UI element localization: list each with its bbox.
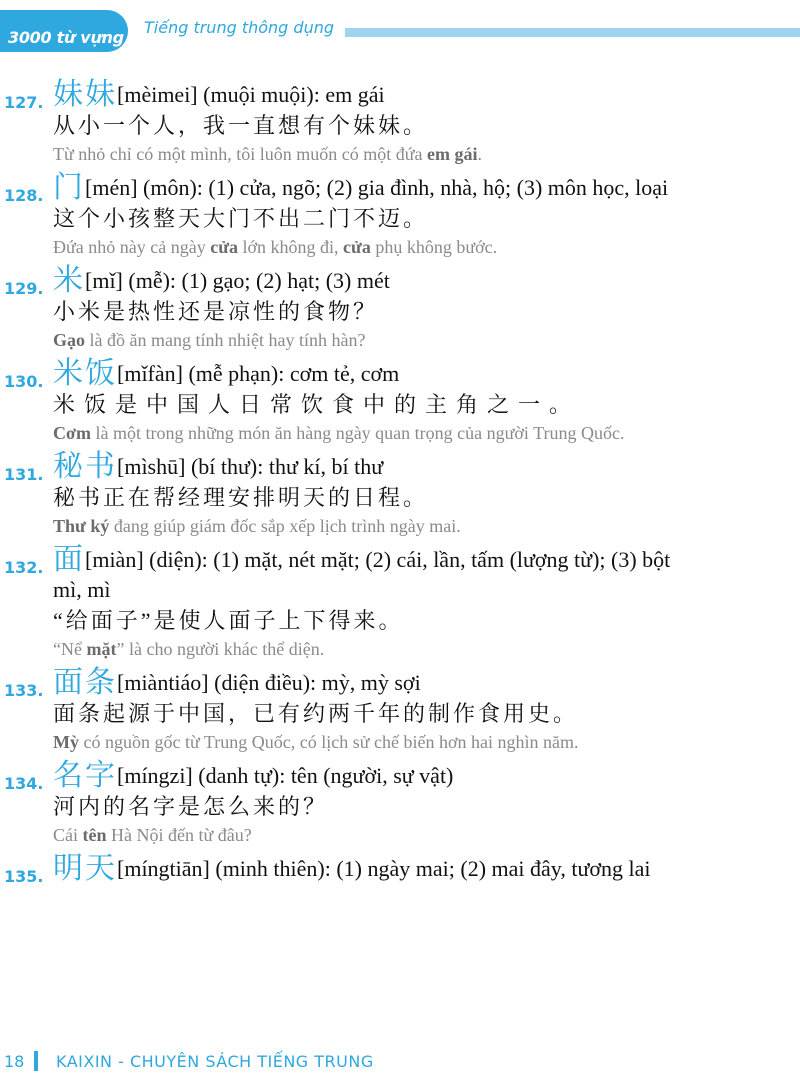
- translation-text: .: [477, 144, 482, 164]
- entry-definition: [miàntiáo] (diện điều): mỳ, mỳ sợi: [117, 670, 421, 695]
- vocab-entry-132: [0, 545, 800, 662]
- translation-keyword: Cơm: [53, 423, 91, 443]
- footer-publisher: KAIXIN - CHUYÊN SÁCH TIẾNG TRUNG: [56, 1052, 374, 1071]
- translation-keyword: Thư ký: [53, 516, 110, 536]
- entry-translation: [53, 328, 673, 353]
- entry-example: 米饭是中国人日常饮食中的主角之一。: [53, 392, 581, 417]
- vocab-entry-128: [0, 173, 800, 260]
- entry-hanzi: 面: [53, 543, 85, 576]
- entry-hanzi: 米: [53, 264, 85, 297]
- translation-text: là một trong những món ăn hàng ngày quan trọng của người Trung Quốc.: [90, 423, 625, 443]
- entry-number: 130.: [4, 372, 44, 391]
- translation-text: Đứa nhỏ này cả ngày: [53, 237, 211, 257]
- page-footer: [0, 1048, 800, 1073]
- entry-translation: [53, 637, 673, 662]
- series-badge-text: 3000 từ vựng: [8, 28, 124, 47]
- translation-text: phụ không bước.: [370, 237, 498, 257]
- vocab-entry-134: [0, 761, 800, 848]
- translation-keyword: cửa: [343, 237, 371, 257]
- entry-hanzi: 门: [53, 171, 85, 204]
- entry-example: 秘书正在帮经理安排明天的日程。: [53, 485, 429, 510]
- entry-translation: [53, 730, 673, 755]
- entry-example: 从小一个人，我一直想有个妹妹。: [53, 113, 429, 138]
- entry-definition: [mìshū] (bí thư): thư kí, bí thư: [117, 454, 384, 479]
- footer-divider: [34, 1051, 38, 1071]
- entry-number: 129.: [4, 279, 44, 298]
- entry-example: 这个小孩整天大门不出二门不迈。: [53, 206, 429, 231]
- entry-hanzi: 妹妹: [53, 78, 117, 111]
- entry-translation: [53, 421, 673, 446]
- vocab-entry-133: [0, 668, 800, 755]
- entry-translation: [53, 514, 673, 539]
- entry-headword: [53, 80, 673, 110]
- translation-text: đang giúp giám đốc sắp xếp lịch trình ngày mai.: [109, 516, 461, 536]
- vocab-entry-129: [0, 266, 800, 353]
- entry-definition: [mǐfàn] (mễ phạn): cơm tẻ, cơm: [117, 361, 400, 386]
- translation-text: có nguồn gốc từ Trung Quốc, có lịch sử chế biến hơn hai nghìn năm.: [79, 732, 579, 752]
- entry-number: 131.: [4, 465, 44, 484]
- entry-definition: [miàn] (diện): (1) mặt, nét mặt; (2) cái, lần, tấm (lượng từ); (3) bột mì, mì: [53, 547, 671, 602]
- vocab-entry-130: [0, 359, 800, 446]
- entry-headword: [53, 545, 673, 605]
- entry-headword: [53, 266, 673, 296]
- entry-definition: [mèimei] (muội muội): em gái: [117, 82, 385, 107]
- entry-number: 127.: [4, 93, 44, 112]
- entry-definition: [mǐ] (mễ): (1) gạo; (2) hạt; (3) mét: [85, 268, 390, 293]
- entry-example: 小米是热性还是凉性的食物？: [53, 299, 379, 324]
- header-rule: [345, 28, 800, 37]
- translation-keyword: Mỳ: [53, 732, 79, 752]
- entry-number: 135.: [4, 867, 44, 886]
- header-subtitle: Tiếng trung thông dụng: [144, 18, 334, 37]
- entry-example: “给面子”是使人面子上下得来。: [53, 608, 404, 633]
- translation-text: Hà Nội đến từ đâu?: [106, 825, 252, 845]
- translation-text: Cái: [53, 825, 83, 845]
- vocab-entry-131: [0, 452, 800, 539]
- entry-hanzi: 名字: [53, 759, 117, 792]
- entry-number: 134.: [4, 774, 44, 793]
- entry-headword: [53, 359, 673, 389]
- translation-text: ” là cho người khác thể diện.: [116, 639, 325, 659]
- entry-hanzi: 明天: [53, 852, 117, 885]
- entry-headword: [53, 452, 673, 482]
- entry-headword: [53, 173, 673, 203]
- translation-text: lớn không đi,: [238, 237, 344, 257]
- entry-number: 133.: [4, 681, 44, 700]
- entry-headword: [53, 854, 673, 884]
- vocabulary-list: [0, 80, 800, 890]
- entry-hanzi: 秘书: [53, 450, 117, 483]
- translation-text: Từ nhỏ chỉ có một mình, tôi luôn muốn có một đứa: [53, 144, 427, 164]
- vocab-entry-127: [0, 80, 800, 167]
- translation-keyword: em gái: [426, 144, 478, 164]
- vocab-entry-135: [0, 854, 800, 884]
- entry-hanzi: 米饭: [53, 357, 117, 390]
- entry-example: 河内的名字是怎么来的？: [53, 794, 329, 819]
- series-badge: [0, 10, 128, 52]
- entry-example: 面条起源于中国，已有约两千年的制作食用史。: [53, 701, 579, 726]
- entry-translation: [53, 823, 673, 848]
- translation-keyword: mặt: [86, 639, 117, 659]
- page-number: 18: [4, 1052, 25, 1071]
- entry-headword: [53, 761, 673, 791]
- translation-text: “Nể: [53, 639, 87, 659]
- translation-keyword: cửa: [210, 237, 238, 257]
- entry-hanzi: 面条: [53, 666, 117, 699]
- entry-definition: [mén] (môn): (1) cửa, ngõ; (2) gia đình, nhà, hộ; (3) môn học, loại: [85, 175, 669, 200]
- page-header: [0, 0, 800, 66]
- entry-translation: [53, 142, 673, 167]
- entry-translation: [53, 235, 673, 260]
- translation-text: là đồ ăn mang tính nhiệt hay tính hàn?: [85, 330, 366, 350]
- entry-definition: [míngtiān] (minh thiên): (1) ngày mai; (2) mai đây, tương lai: [117, 856, 651, 881]
- entry-headword: [53, 668, 673, 698]
- entry-definition: [míngzi] (danh tự): tên (người, sự vật): [117, 763, 454, 788]
- entry-number: 132.: [4, 558, 44, 577]
- translation-keyword: Gạo: [53, 330, 86, 350]
- entry-number: 128.: [4, 186, 44, 205]
- translation-keyword: tên: [82, 825, 107, 845]
